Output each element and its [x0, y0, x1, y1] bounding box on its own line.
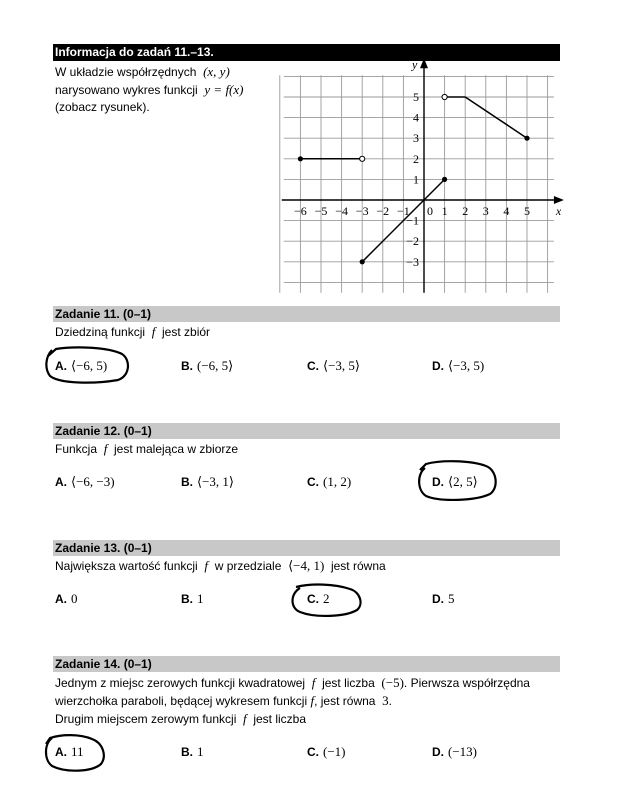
- x-tick-label: 0: [427, 204, 433, 218]
- answer-label: C.: [307, 475, 319, 489]
- x-tick-label: 3: [482, 204, 489, 218]
- task-11-text-a: Dziedziną funkcji: [55, 325, 146, 339]
- answer-label: A.: [55, 359, 67, 373]
- task-12-text-a: Funkcja: [55, 442, 98, 456]
- answer-value: ⟨−3, 1⟩: [197, 474, 234, 489]
- answer-label: B.: [181, 592, 193, 606]
- open-point: [442, 94, 447, 99]
- task-13-interval: ⟨−4, 1): [288, 558, 325, 573]
- task-14-answer-c[interactable]: [307, 744, 346, 760]
- answer-value: ⟨−3, 5⟩: [323, 358, 360, 373]
- closed-point: [524, 136, 529, 141]
- y-tick-label: −3: [406, 254, 419, 269]
- answer-value: 1: [197, 591, 204, 606]
- info-coords: (x, y): [203, 64, 230, 79]
- answer-label: A.: [55, 592, 67, 606]
- x-tick-label: 4: [503, 204, 510, 218]
- answer-label: D.: [432, 745, 444, 759]
- info-func: y = f(x): [204, 82, 244, 97]
- task-11-answer-b[interactable]: [181, 358, 233, 374]
- info-line3: (zobacz rysunek).: [55, 100, 150, 114]
- task-13-text-a: Największa wartość funkcji: [55, 559, 198, 573]
- x-tick-label: −3: [355, 204, 369, 218]
- answer-label: D.: [432, 475, 444, 489]
- task-12-answer-a[interactable]: [55, 474, 115, 490]
- answer-label: C.: [307, 592, 319, 606]
- y-axis-arrow: [420, 58, 428, 68]
- info-line1: W układzie współrzędnych: [55, 65, 197, 79]
- x-tick-label: 5: [524, 204, 530, 218]
- task-13-text-b: w przedziale: [214, 559, 282, 573]
- y-tick-label: 1: [413, 172, 419, 187]
- open-point: [360, 156, 365, 161]
- task-13-answer-b[interactable]: [181, 591, 204, 607]
- y-axis-label: y: [412, 57, 418, 72]
- task-14-l3-f: f: [243, 711, 247, 726]
- answer-label: C.: [307, 359, 319, 373]
- x-axis-label: x: [555, 204, 562, 218]
- task-14-header: Zadanie 14. (0–1): [53, 656, 560, 672]
- answer-label: B.: [181, 359, 193, 373]
- answer-value: ⟨2, 5⟩: [448, 474, 478, 489]
- task-14-l2-a: wierzchołka paraboli, będącej wykresem funkcji: [55, 694, 308, 708]
- x-tick-label: 1: [441, 204, 448, 218]
- answer-value: 0: [71, 591, 78, 606]
- task-14-answer-b[interactable]: [181, 744, 204, 760]
- task-11-answer-d[interactable]: [432, 358, 484, 374]
- answer-label: A.: [55, 745, 67, 759]
- answer-value: 1: [197, 744, 204, 759]
- task-12-answer-c[interactable]: [307, 474, 351, 490]
- task-14-l2-f: f: [310, 693, 315, 708]
- answer-value: (−6, 5⟩: [197, 358, 234, 373]
- x-axis-arrow: [554, 196, 564, 204]
- task-14-answer-d[interactable]: [432, 744, 477, 760]
- x-tick-label: −2: [376, 204, 390, 218]
- task-11-f: f: [151, 324, 156, 339]
- task-13-answer-d[interactable]: [432, 591, 455, 607]
- answer-value: (1, 2): [323, 474, 352, 489]
- y-tick-label: 5: [413, 90, 419, 104]
- task-14-answer-a[interactable]: [55, 744, 84, 760]
- task-14-l1-f: f: [311, 675, 316, 690]
- task-12-answer-b[interactable]: [181, 474, 234, 490]
- answer-label: D.: [432, 592, 444, 606]
- task-13-question: [55, 557, 386, 575]
- y-tick-label: 3: [413, 131, 419, 146]
- task-11-answer-c[interactable]: [307, 358, 360, 374]
- task-11-answer-a[interactable]: [55, 358, 107, 374]
- answer-value: ⟨−6, 5): [71, 358, 108, 373]
- task-14-l1-a: Jednym z miejsc zerowych funkcji kwadratowej: [55, 676, 306, 690]
- task-12-answer-d[interactable]: [432, 474, 478, 490]
- task-14-l1-num: (−5): [381, 675, 404, 690]
- task-12-f: f: [103, 441, 108, 456]
- answer-value: 2: [323, 591, 330, 606]
- x-tick-label: 2: [462, 204, 469, 218]
- answer-value: (−13): [448, 744, 477, 759]
- answer-label: D.: [432, 359, 444, 373]
- x-tick-label: −6: [294, 204, 307, 218]
- task-14-question: [55, 674, 560, 728]
- answer-label: B.: [181, 475, 193, 489]
- x-tick-label: −1: [397, 204, 410, 218]
- x-tick-label: −5: [314, 204, 328, 218]
- task-14-l1-c: . Pierwsza współrzędna: [403, 676, 530, 690]
- y-tick-label: −2: [406, 234, 419, 249]
- task-14-l2-num: 3: [382, 693, 389, 708]
- closed-point: [298, 156, 303, 161]
- answer-label: A.: [55, 475, 67, 489]
- task-13-f: f: [204, 558, 209, 573]
- answer-value: ⟨−6, −3): [71, 474, 115, 489]
- answer-label: C.: [307, 745, 319, 759]
- y-tick-label: −1: [406, 213, 419, 228]
- closed-point: [442, 177, 447, 182]
- task-13-answer-a[interactable]: [55, 591, 78, 607]
- task-11-question: [55, 323, 210, 341]
- task-14-l1-b: jest liczba: [322, 676, 375, 690]
- task-12-header: Zadanie 12. (0–1): [53, 423, 560, 439]
- task-14-l2-c: .: [388, 694, 392, 708]
- answer-label: B.: [181, 745, 193, 759]
- task-13-header: Zadanie 13. (0–1): [53, 540, 560, 556]
- task-14-l2-b: , jest równa: [314, 694, 376, 708]
- task-12-text-b: jest malejąca w zbiorze: [114, 442, 239, 456]
- task-13-text-c: jest równa: [330, 559, 386, 573]
- task-13-answer-c[interactable]: [307, 591, 330, 607]
- task-12-question: [55, 440, 238, 458]
- task-14-l3-a: Drugim miejscem zerowym funkcji: [55, 712, 237, 726]
- answer-value: 5: [448, 591, 455, 606]
- y-tick-label: 2: [413, 151, 419, 166]
- closed-point: [360, 259, 365, 264]
- y-tick-label: 4: [413, 110, 419, 125]
- x-tick-label: −4: [335, 204, 348, 218]
- answer-value: ⟨−3, 5): [448, 358, 485, 373]
- task-14-l3-b: jest liczba: [253, 712, 307, 726]
- task-11-header: Zadanie 11. (0–1): [53, 306, 560, 322]
- info-header: Informacja do zadań 11.–13.: [53, 44, 560, 61]
- answer-value: (−1): [323, 744, 346, 759]
- info-line2: narysowano wykres funkcji: [55, 83, 198, 97]
- answer-value: 11: [71, 744, 84, 759]
- task-11-text-b: jest zbiór: [162, 325, 211, 339]
